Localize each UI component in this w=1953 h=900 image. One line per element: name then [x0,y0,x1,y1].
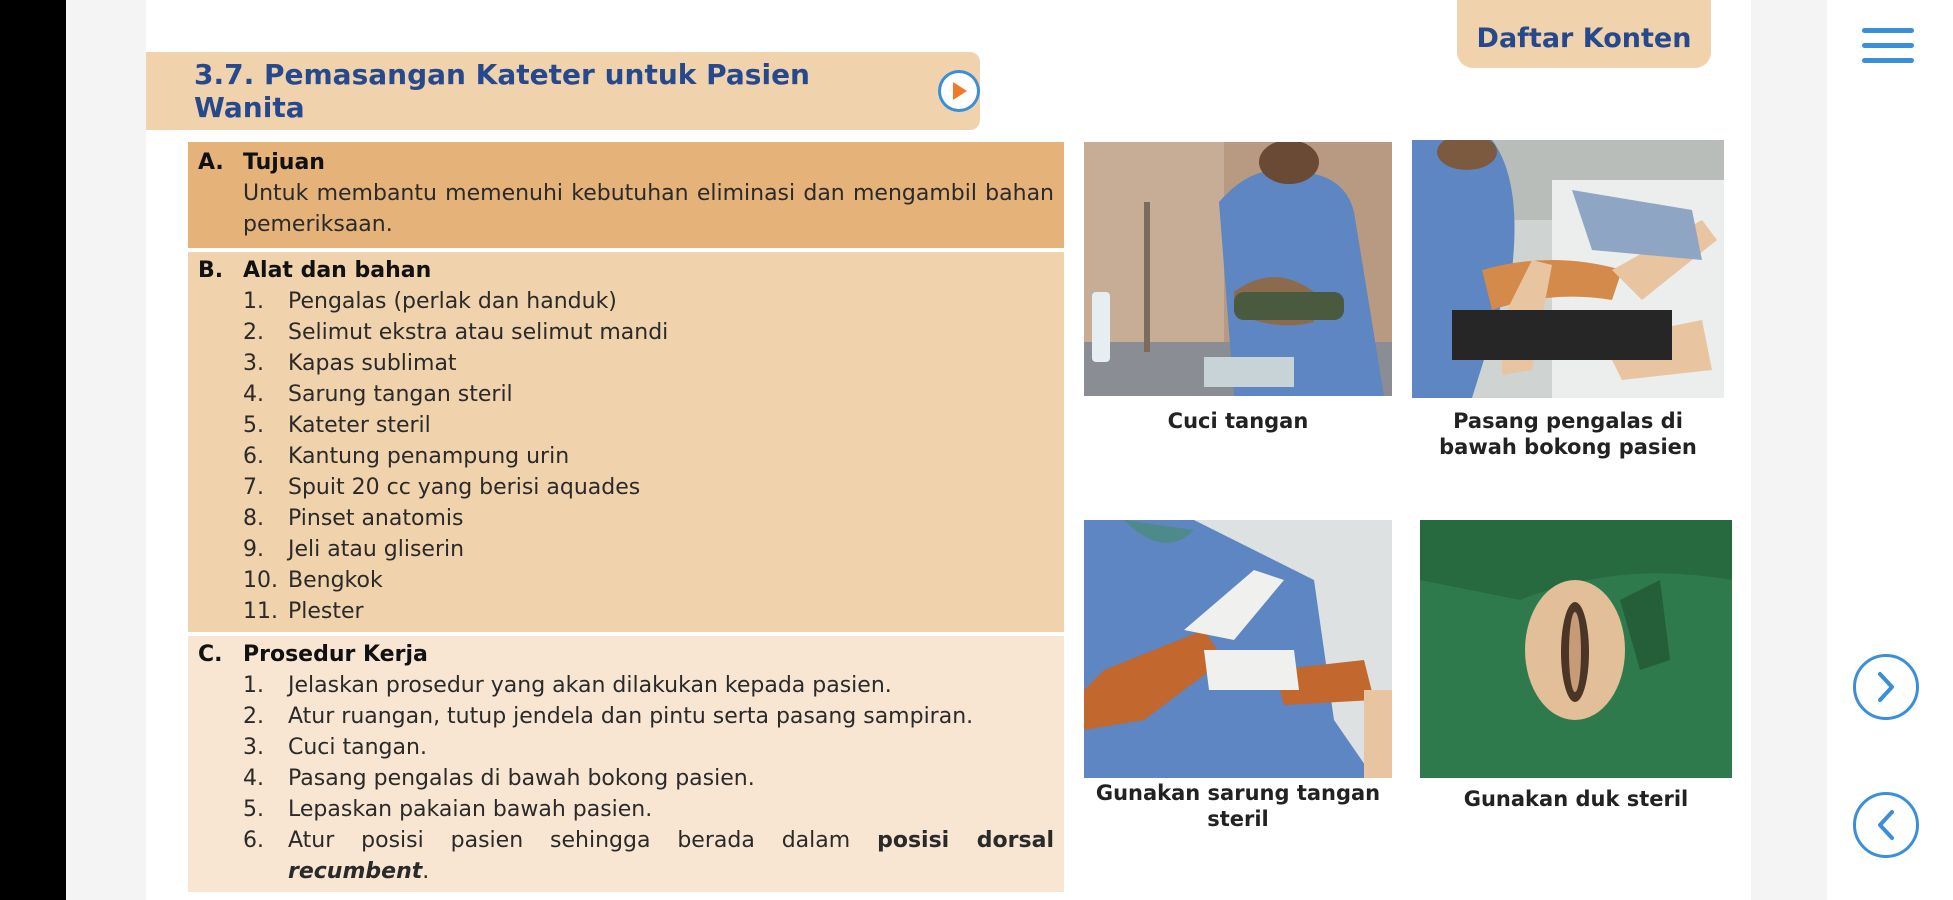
list-item: 4. Sarung tangan steril [243,382,513,407]
prev-page-button[interactable] [1853,792,1919,858]
alat-heading: Alat dan bahan [243,258,432,283]
left-black-bar [0,0,66,900]
next-page-button[interactable] [1853,654,1919,720]
list-item: 3. Cuci tangan. [243,735,427,760]
caption-pasang-pengalas: Pasang pengalas di bawah bokong pasien [1439,409,1697,459]
alat-bahan-box [188,252,1064,632]
tujuan-box [188,142,1064,248]
prosedur-list [243,670,1054,887]
photo-sarung-tangan [1084,520,1392,778]
list-item: 5. Lepaskan pakaian bawah pasien. [243,797,653,822]
hamburger-menu-icon[interactable] [1862,28,1914,70]
list-item: 6. Atur posisi pasien sehingga berada dalam posisi dorsal recumbent. [243,828,1054,884]
list-item: 2. Atur ruangan, tutup jendela dan pintu serta pasang sampiran. [243,704,974,729]
tujuan-letter: A. [198,150,224,175]
list-item: 1. Pengalas (perlak dan handuk) [243,289,617,314]
list-item: 2. Selimut ekstra atau selimut mandi [243,320,669,345]
prosedur-letter: C. [198,642,223,667]
caption-cuci-tangan: Cuci tangan [1167,409,1309,433]
alat-letter: B. [198,258,224,283]
play-video-button[interactable] [938,70,980,112]
daftar-konten-label: Daftar Konten [1476,23,1692,54]
nav-panel [1827,0,1953,900]
list-item: 4. Pasang pengalas di bawah bokong pasien. [243,766,755,791]
list-item: 6. Kantung penampung urin [243,444,570,469]
list-item: 9. Jeli atau gliserin [243,537,465,562]
tujuan-heading: Tujuan [243,150,325,175]
list-item: 1. Jelaskan prosedur yang akan dilakukan kepada pasien. [243,673,892,698]
prosedur-heading: Prosedur Kerja [243,642,428,667]
list-item: 11. Plester [243,599,364,624]
caption-duk-steril: Gunakan duk steril [1463,787,1689,811]
daftar-konten-button[interactable] [1457,0,1711,68]
left-gutter [66,0,146,900]
prosedur-box [188,636,1064,892]
list-item: 8. Pinset anatomis [243,506,464,531]
list-item: 5. Kateter steril [243,413,431,438]
list-item: 3. Kapas sublimat [243,351,457,376]
photo-duk-steril [1420,520,1732,778]
right-gutter [1751,0,1827,900]
section-title: 3.7. Pemasangan Kateter untuk Pasien Wanita [194,58,810,124]
alat-list [243,286,1054,627]
list-item: 7. Spuit 20 cc yang berisi aquades [243,475,641,500]
tujuan-text: Untuk membantu memenuhi kebutuhan eliminasi dan mengambil bahan pemeriksaan. [243,181,1054,237]
chevron-right-icon [1872,670,1900,704]
photo-cuci-tangan [1084,142,1392,396]
play-icon [949,80,969,102]
list-item: 10. Bengkok [243,568,383,593]
caption-sarung-tangan: Gunakan sarung tangan steril [1095,781,1381,831]
chevron-left-icon [1872,808,1900,842]
photo-pasang-pengalas [1412,140,1724,398]
section-title-bar [146,52,980,130]
